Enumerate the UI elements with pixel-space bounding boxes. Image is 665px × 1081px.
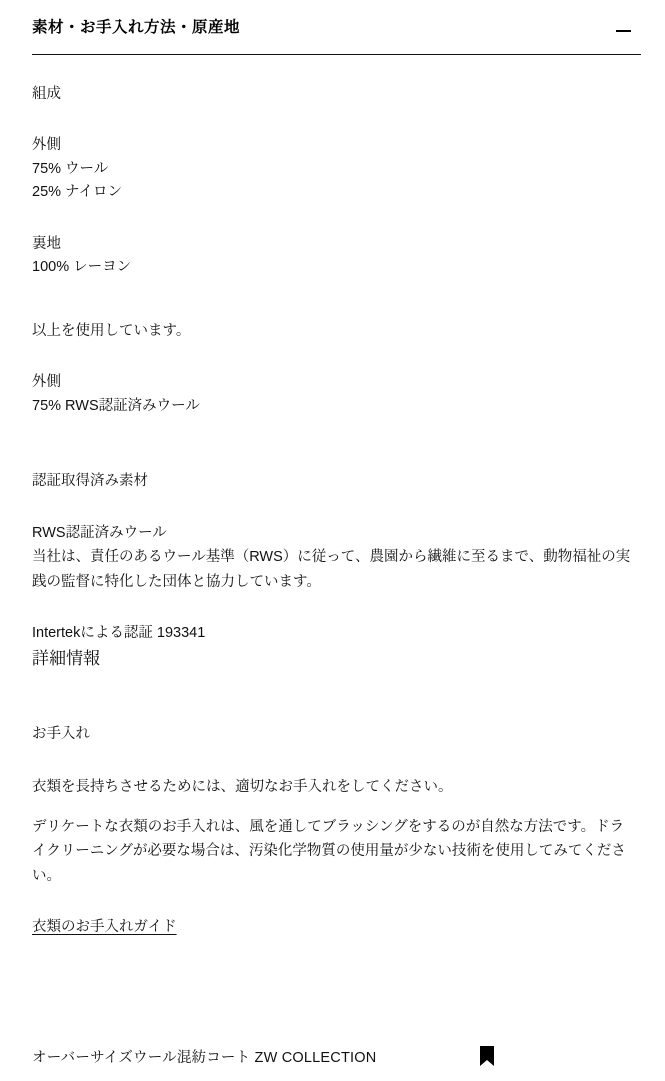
care-guide-link[interactable]: 衣類のお手入れガイド: [32, 918, 177, 935]
panel-header: [0, 0, 665, 54]
composition-note: 以上を使用しています。: [32, 322, 191, 339]
certified-materials-heading: 認証取得済み素材: [32, 473, 148, 490]
composition-outer-label: 外側: [32, 137, 61, 154]
panel-content: [0, 55, 665, 1081]
minus-icon[interactable]: [613, 20, 635, 42]
certified-outer-label: 外側: [32, 374, 61, 391]
composition-outer-item: 75% ウール: [32, 160, 109, 177]
product-footer: [0, 1045, 665, 1081]
certified-outer-item: 75% RWS認証済みウール: [32, 397, 200, 414]
certified-materials-description: 当社は、責任のあるウール基準（RWS）に従って、農園から繊維に至るまで、動物福祉の実践の監督に特化した団体と協力しています。: [32, 549, 631, 590]
composition-heading: 組成: [32, 86, 61, 102]
details-link[interactable]: 詳細情報: [32, 648, 100, 668]
composition-lining-label: 裏地: [32, 235, 61, 252]
certification-number: Intertekによる認証 193341: [32, 625, 206, 642]
product-name: オーバーサイズウール混紡コート ZW COLLECTION: [32, 1049, 377, 1066]
composition-outer-item: 25% ナイロン: [32, 184, 123, 201]
composition-lining-item: 100% レーヨン: [32, 259, 132, 276]
bookmark-icon[interactable]: [479, 1045, 495, 1067]
care-paragraph-2: デリケートな衣類のお手入れは、風を通してブラッシングをするのが自然な方法です。ドライクリーニングが必要な場合は、汚染化学物質の使用量が少ない技術を使用してみてください。: [32, 818, 626, 884]
care-paragraph-1: 衣類を長持ちさせるためには、適切なお手入れをしてください。: [32, 778, 453, 795]
certified-materials-subheading: RWS認証済みウール: [32, 524, 167, 541]
care-heading: お手入れ: [32, 726, 90, 743]
page-title: 素材・お手入れ方法・原産地: [32, 19, 241, 36]
